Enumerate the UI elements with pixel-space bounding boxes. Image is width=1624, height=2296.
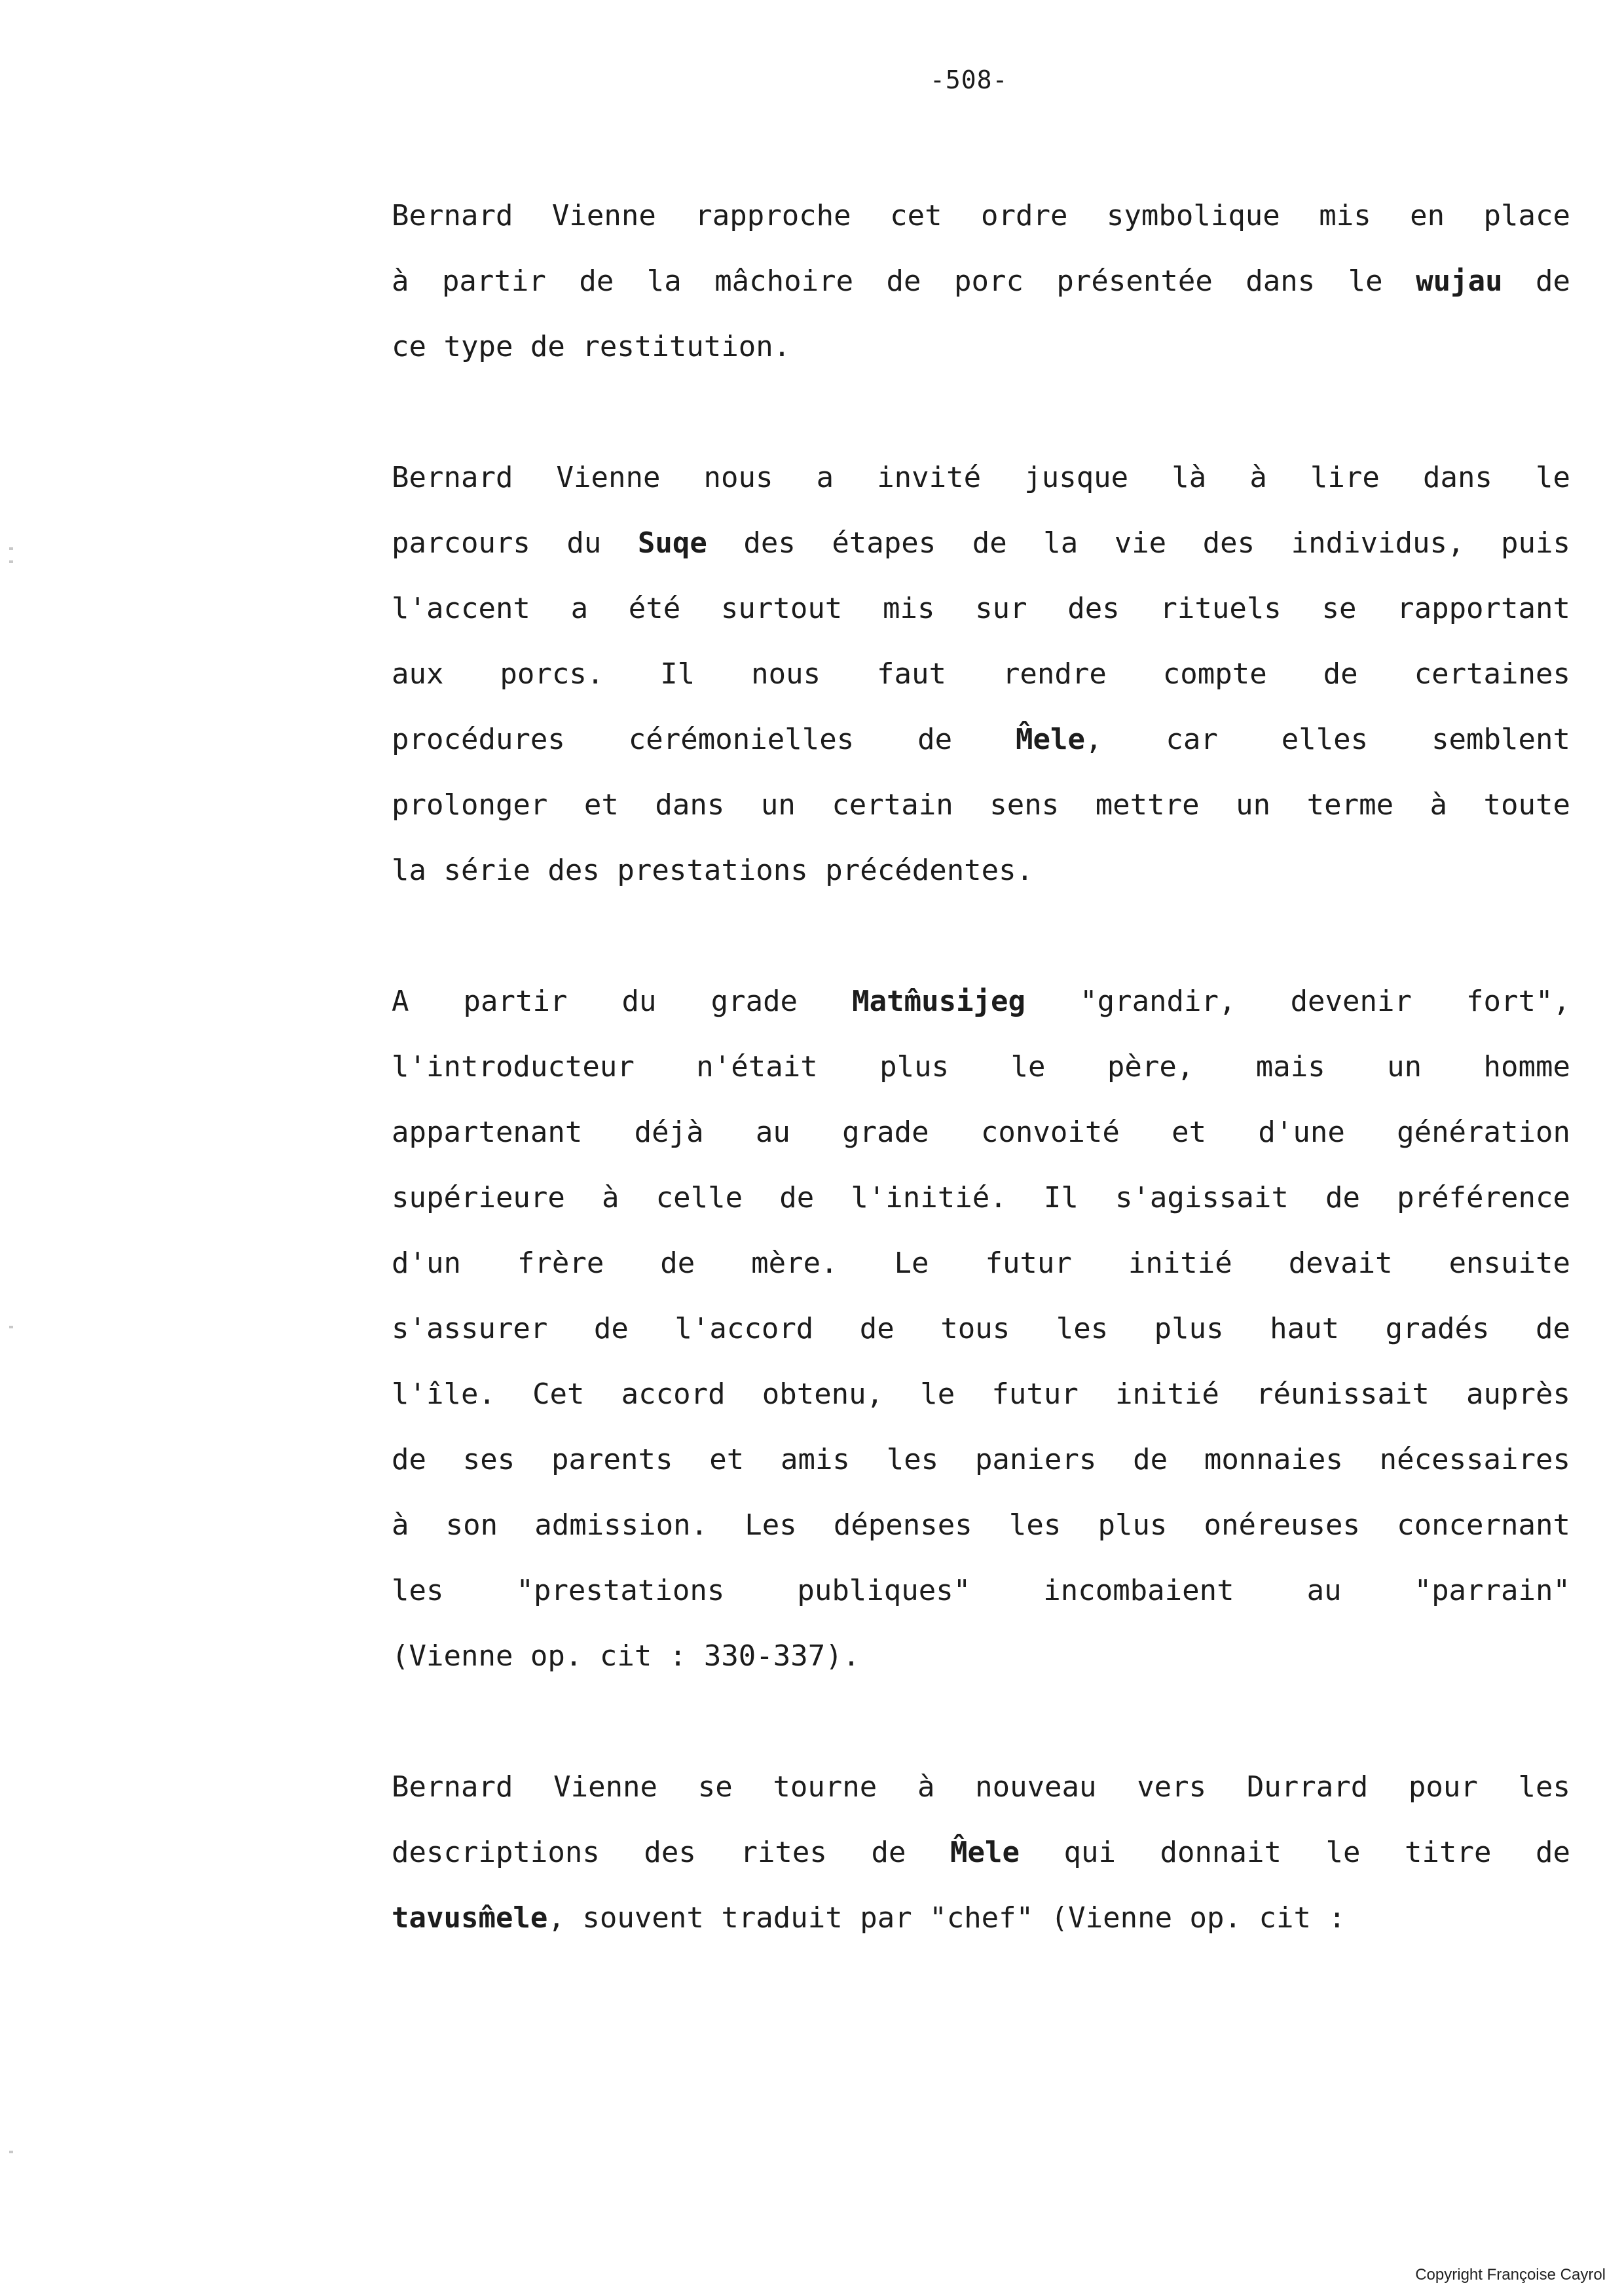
text-line: (Vienne op. cit : 330-337).	[392, 1639, 860, 1673]
text-line: appartenant déjà au grade convoité et d'une génération	[392, 1116, 1570, 1149]
text-line: procédures cérémonielles de M̂ele, car elles semblent	[392, 723, 1570, 756]
paragraph-2	[392, 445, 1570, 903]
text-line: de ses parents et amis les paniers de monnaies nécessaires	[392, 1443, 1570, 1476]
text-line: Bernard Vienne se tourne à nouveau vers Durrard pour les	[392, 1770, 1570, 1804]
text-line: les "prestations publiques" incombaient au "parrain"	[392, 1574, 1570, 1607]
text-line: prolonger et dans un certain sens mettre un terme à toute	[392, 788, 1570, 822]
text-line: à partir de la mâchoire de porc présentée dans le wujau de	[392, 264, 1570, 298]
text-line: d'un frère de mère. Le futur initié devait ensuite	[392, 1247, 1570, 1280]
text-line: Bernard Vienne nous a invité jusque là à lire dans le	[392, 461, 1570, 494]
vernacular-term: Matm̂usijeg	[852, 985, 1026, 1018]
vernacular-term: wujau	[1416, 264, 1503, 298]
scan-speck	[9, 547, 13, 550]
vernacular-term: Suqe	[637, 526, 707, 560]
scan-speck	[9, 560, 13, 563]
text-line: parcours du Suqe des étapes de la vie des individus, puis	[392, 526, 1570, 560]
text-line: supérieure à celle de l'initié. Il s'agissait de préférence	[392, 1181, 1570, 1214]
text-line: aux porcs. Il nous faut rendre compte de certaines	[392, 657, 1570, 691]
scan-speck	[9, 1326, 13, 1328]
vernacular-term: tavusm̂ele	[392, 1901, 548, 1935]
copyright-notice: Copyright Françoise Cayrol	[1415, 2266, 1606, 2284]
text-line: s'assurer de l'accord de tous les plus haut gradés de	[392, 1312, 1570, 1345]
paragraph-4	[392, 1755, 1570, 1951]
text-line: la série des prestations précédentes.	[392, 854, 1034, 887]
page-number: -508-	[930, 65, 1008, 94]
vernacular-term: M̂ele	[1015, 723, 1085, 756]
vernacular-term: M̂ele	[950, 1836, 1020, 1869]
text-line: à son admission. Les dépenses les plus onéreuses concernant	[392, 1508, 1570, 1542]
text-line: descriptions des rites de M̂ele qui donnait le titre de	[392, 1836, 1571, 1869]
scan-speck	[9, 2151, 13, 2153]
text-line: l'accent a été surtout mis sur des rituels se rapportant	[392, 592, 1570, 625]
text-line: tavusm̂ele, souvent traduit par "chef" (Vienne op. cit :	[392, 1901, 1346, 1935]
text-line: l'introducteur n'était plus le père, mais un homme	[392, 1050, 1570, 1084]
text-line: ce type de restitution.	[392, 330, 791, 363]
paragraph-1	[392, 183, 1570, 380]
text-line: Bernard Vienne rapproche cet ordre symbolique mis en place	[392, 199, 1570, 232]
text-line: l'île. Cet accord obtenu, le futur initié réunissait auprès	[392, 1377, 1570, 1411]
text-line: A partir du grade Matm̂usijeg "grandir, devenir fort",	[392, 985, 1571, 1018]
paragraph-3	[392, 969, 1570, 1689]
